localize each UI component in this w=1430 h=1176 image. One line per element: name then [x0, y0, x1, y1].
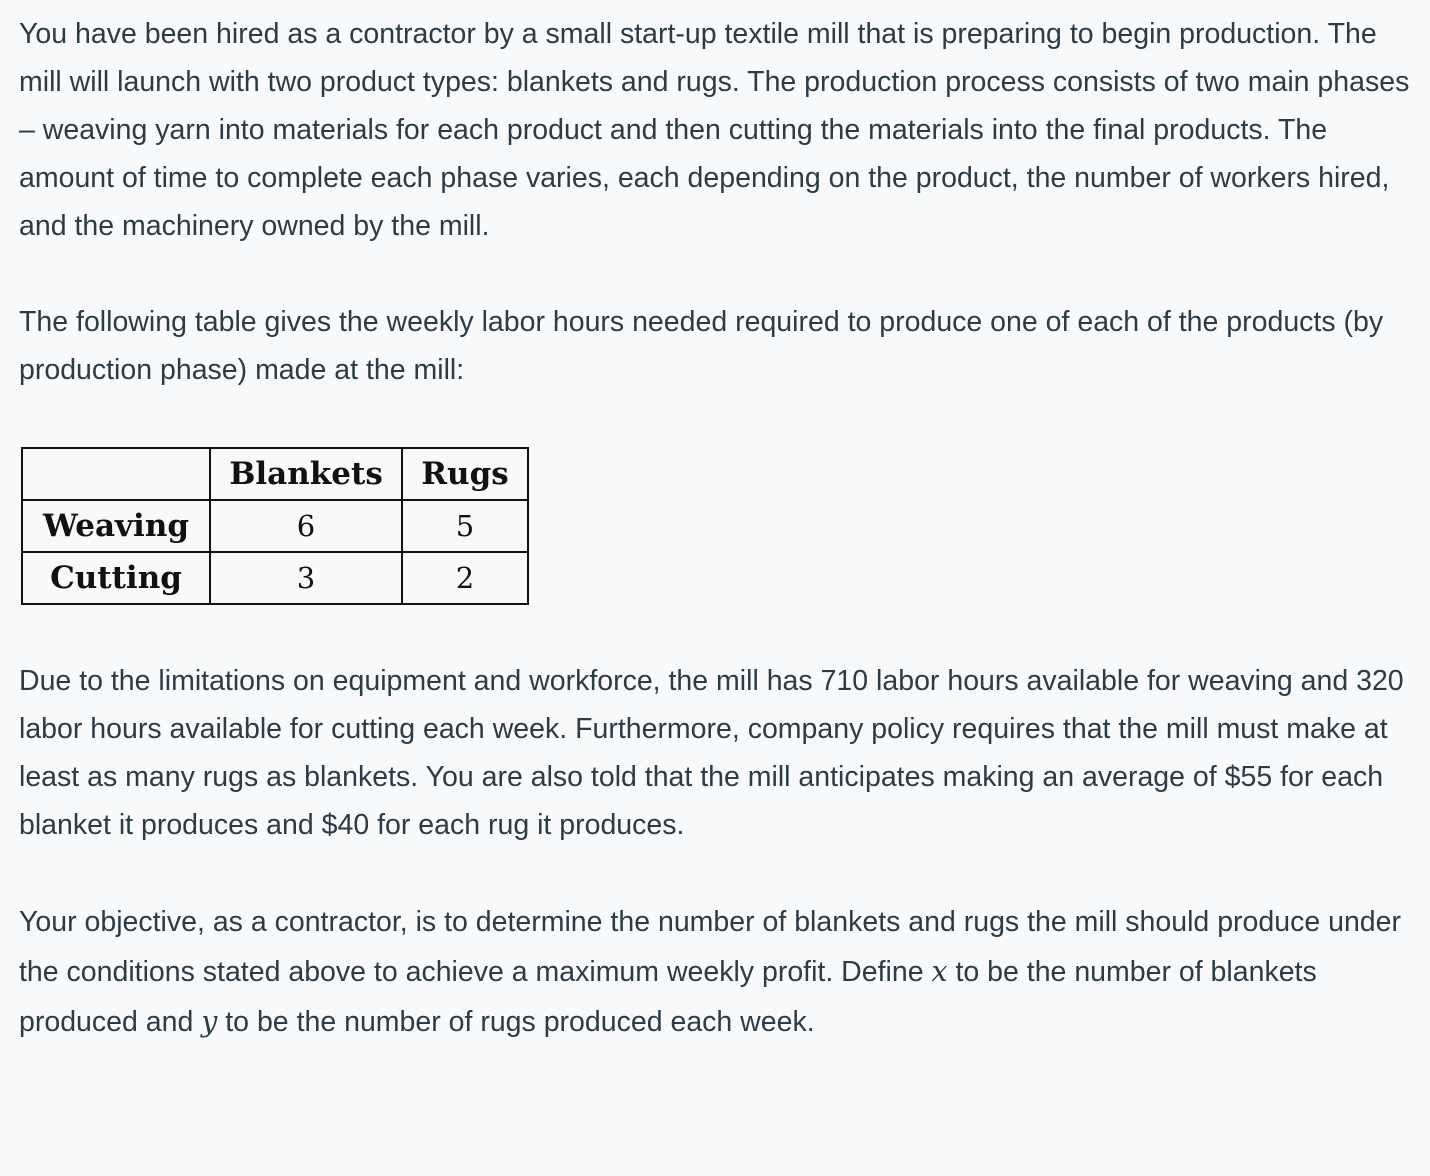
- objective-paragraph: [19, 897, 1414, 1047]
- table-row-cutting: [22, 552, 528, 604]
- column-header-rugs: Rugs: [402, 448, 528, 500]
- cell-weaving-rugs: 5: [402, 500, 528, 552]
- objective-text-part1: Your objective, as a contractor, is to determine the number of blankets and rugs the mill should produce under the conditions stated above to achieve a maximum weekly profit. Define: [19, 906, 1401, 988]
- cell-cutting-blankets: 3: [210, 552, 402, 604]
- document-body: [19, 10, 1414, 1047]
- intro-paragraph: You have been hired as a contractor by a small start-up textile mill that is preparing to begin production. The mill will launch with two product types: blankets and rugs. The production process consists of two main phases – weaving yarn into materials for each product and then cutting the materials into the final products. The amount of time to complete each phase varies, each depending on the product, the number of workers hired, and the machinery owned by the mill.: [19, 18, 1410, 242]
- constraints-paragraph: Due to the limitations on equipment and workforce, the mill has 710 labor hours available for weaving and 320 labor hours available for cutting each week. Furthermore, company policy requires that the mill must make at least as many rugs as blankets. You are also told that the mill anticipates making an average of $55 for each blanket it produces and $40 for each rug it produces.: [19, 665, 1404, 841]
- column-header-blankets: Blankets: [210, 448, 402, 500]
- variable-y: y: [201, 1005, 218, 1038]
- row-header-cutting: Cutting: [22, 552, 210, 604]
- objective-text-part2: to be the number of blankets produced and: [19, 956, 1317, 1038]
- cell-cutting-rugs: 2: [402, 552, 528, 604]
- table-corner-cell: [22, 448, 210, 500]
- table-header-row: [22, 448, 528, 500]
- variable-x: x: [931, 955, 948, 988]
- cell-weaving-blankets: 6: [210, 500, 402, 552]
- table-row-weaving: [22, 500, 528, 552]
- row-header-weaving: Weaving: [22, 500, 210, 552]
- objective-text-part3: to be the number of rugs produced each week.: [217, 1006, 815, 1038]
- table-intro-paragraph: The following table gives the weekly labor hours needed required to produce one of each of the products (by production phase) made at the mill:: [19, 306, 1384, 386]
- labor-hours-table: [21, 447, 529, 605]
